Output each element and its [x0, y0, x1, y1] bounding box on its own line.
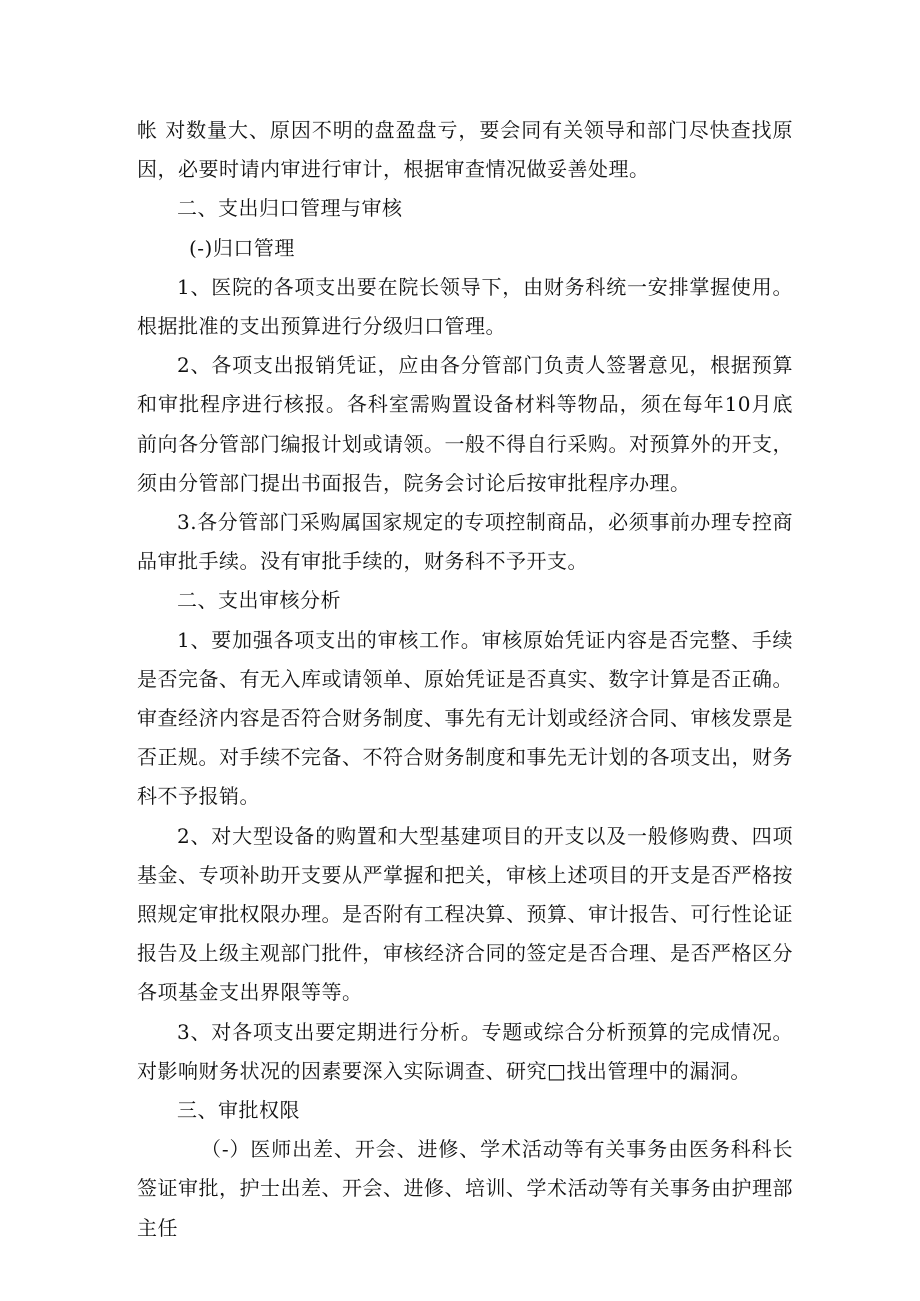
subsection-heading-centralized-management: (-)归口管理	[189, 235, 295, 260]
document-body	[137, 111, 793, 1248]
paragraph-continuation: 帐 对数量大、原因不明的盘盈盘亏，要会同有关领导和部门尽快查找原因，必要时请内审进行审计，根据审查情况做妥善处理。	[137, 118, 793, 182]
section-heading-expense-audit: 二、支出审核分析	[177, 588, 341, 613]
paragraph-approval-item-1: （-）医师出差、开会、进修、学术活动等有关事务由医务科科长签证审批，护士出差、开会、进修、培训、学术活动等有关事务由护理部主任	[137, 1137, 793, 1240]
section-heading-approval-authority: 三、审批权限	[177, 1098, 300, 1123]
paragraph-audit-item-1: 1、要加强各项支出的审核工作。审核原始凭证内容是否完整、手续是否完备、有无入库或请领单、原始凭证是否真实、数字计算是否正确。审查经济内容是否符合财务制度、事先有无计划或经济合同、审核发票是否正规。对手续不完备、不符合财务制度和事先无计划的各项支出，财务科不予报销。	[137, 627, 793, 809]
paragraph-item-2: 2、各项支出报销凭证，应由各分管部门负责人签署意见，根据预算和审批程序进行核报。各科室需购置设备材料等物品，须在每年10月底前向各分管部门编报计划或请领。一般不得自行采购。对预算外的开支，须由分管部门提出书面报告，院务会讨论后按审批程序办理。	[137, 353, 793, 495]
section-heading-expense-management: 二、支出归口管理与审核	[177, 196, 403, 221]
paragraph-item-3: 3.各分管部门采购属国家规定的专项控制商品，必须事前办理专控商品审批手续。没有审批手续的，财务科不予开支。	[137, 510, 793, 574]
paragraph-item-1: 1、医院的各项支出要在院长领导下，由财务科统一安排掌握使用。根据批准的支出预算进行分级归口管理。	[137, 274, 793, 339]
paragraph-audit-item-2: 2、对大型设备的购置和大型基建项目的开支以及一般修购费、四项基金、专项补助开支要从严掌握和把关，审核上述项目的开支是否严格按照规定审批权限办理。是否附有工程决算、预算、审计报告、可行性论证报告及上级主观部门批件，审核经济合同的签定是否合理、是否严格区分各项基金支出界限等等。	[137, 823, 793, 1005]
paragraph-audit-item-3: 3、对各项支出要定期进行分析。专题或综合分析预算的完成情况。对影响财务状况的因素要深入实际调查、研究□找出管理中的漏洞。	[137, 1019, 793, 1083]
